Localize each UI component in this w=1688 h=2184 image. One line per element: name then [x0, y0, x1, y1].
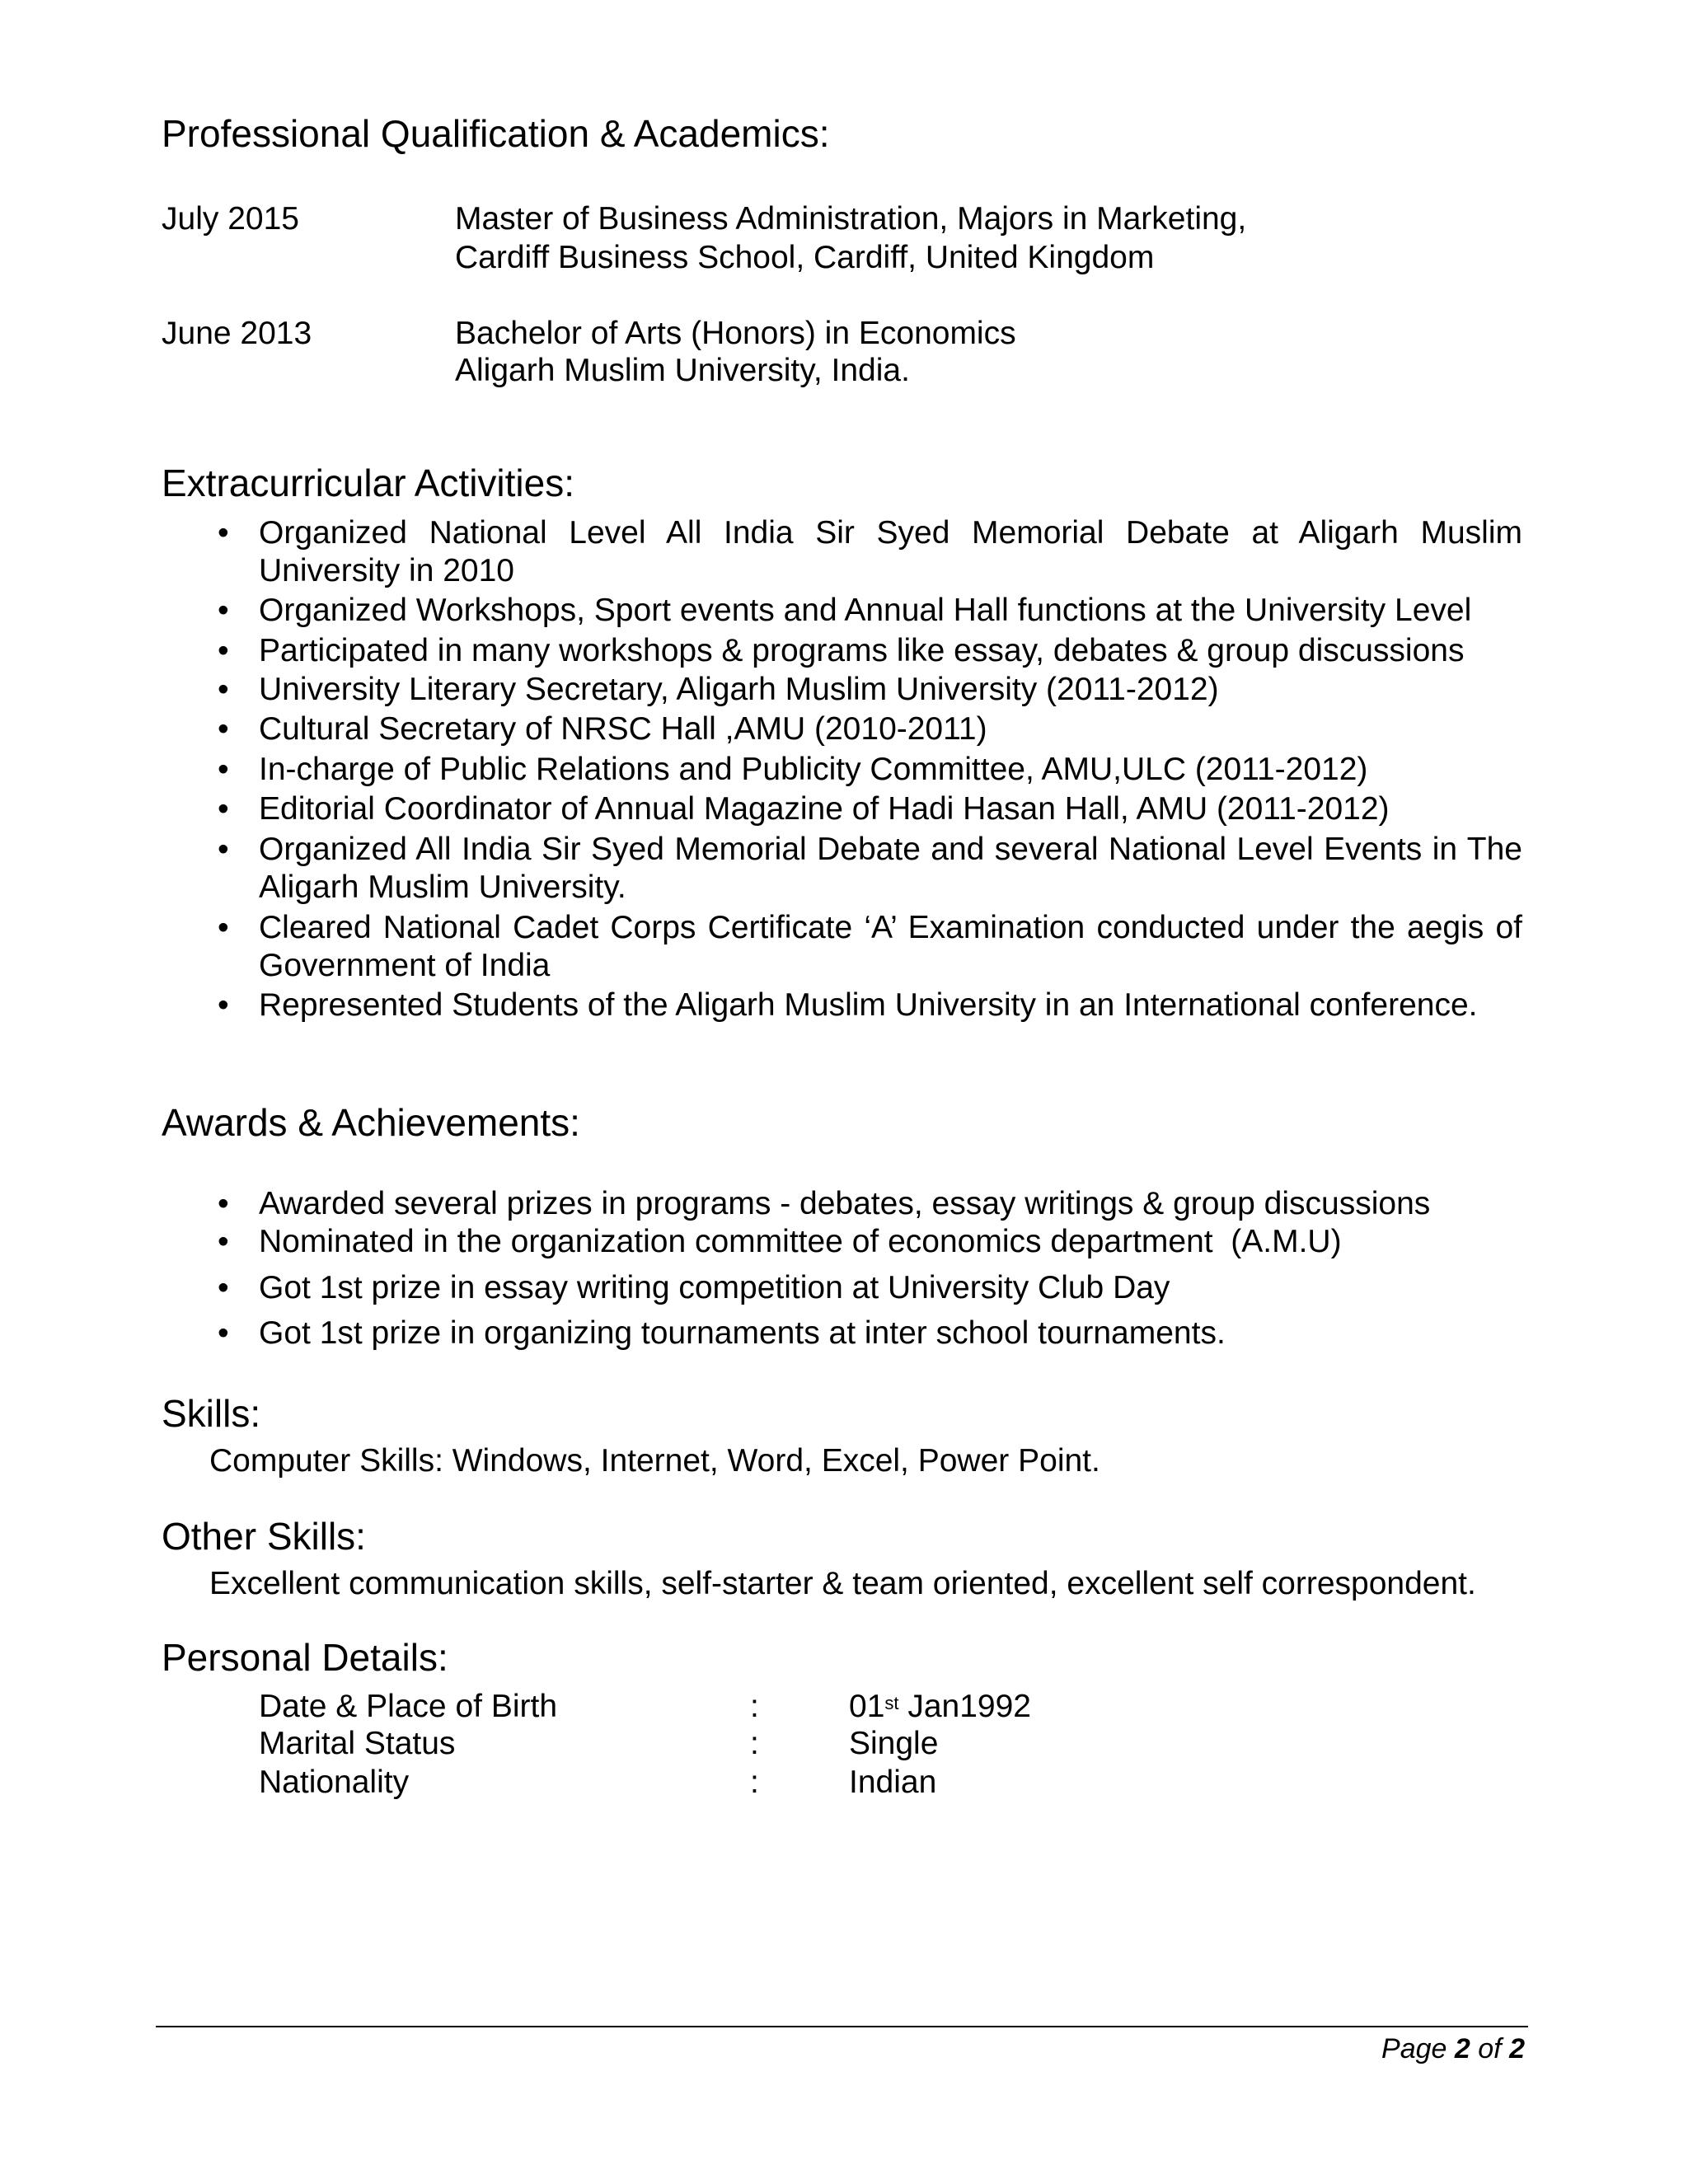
dob-suffix: st: [884, 1693, 899, 1713]
marital-label: Marital Status: [259, 1726, 456, 1761]
personal-details-heading: Personal Details:: [162, 1636, 448, 1679]
page-word: Page: [1381, 2033, 1455, 2064]
list-item: [218, 987, 1522, 1024]
list-item: [218, 592, 1522, 630]
list-item: [218, 671, 1522, 709]
total-pages: 2: [1509, 2033, 1525, 2064]
separator: :: [750, 1765, 759, 1800]
qualification-date: June 2013: [162, 316, 312, 351]
list-item-text: Editorial Coordinator of Annual Magazine of Hadi Hasan Hall, AMU (2011-2012): [259, 791, 1390, 827]
footer-divider: [156, 2026, 1528, 2027]
list-item: [218, 514, 1522, 590]
list-item-text: Cultural Secretary of NRSC Hall ,AMU (2010-2011): [259, 711, 987, 747]
skills-heading: Skills:: [162, 1392, 261, 1435]
dob-label: Date & Place of Birth: [259, 1689, 558, 1724]
list-item-text: University Literary Secretary, Aligarh Muslim University (2011-2012): [259, 672, 1219, 707]
list-item: [218, 831, 1522, 907]
list-item: [218, 751, 1522, 789]
list-item-text: Cleared National Cadet Corps Certificate ‘A’ Examination conducted under the aegis of Government of India: [259, 910, 1522, 983]
list-item-text: Got 1st prize in essay writing competition at University Club Day: [259, 1270, 1170, 1305]
list-item-text: Awarded several prizes in programs - debates, essay writings & group discussions: [259, 1186, 1431, 1221]
list-item-text: Organized All India Sir Syed Memorial Debate and several National Level Events in The Aligarh Muslim University.: [259, 832, 1522, 905]
dob-month-year: Jan1992: [898, 1689, 1031, 1724]
other-skills-heading: Other Skills:: [162, 1515, 366, 1558]
nationality-label: Nationality: [259, 1765, 410, 1800]
bullet-icon: •: [218, 791, 229, 827]
qualification-institution: Cardiff Business School, Cardiff, United Kingdom: [455, 240, 1155, 275]
separator: :: [750, 1689, 759, 1724]
list-item-text: Got 1st prize in organizing tournaments at inter school tournaments.: [259, 1315, 1226, 1351]
list-item-text: Nominated in the organization committee of economics department (A.M.U): [259, 1224, 1342, 1259]
awards-heading: Awards & Achievements:: [162, 1101, 580, 1144]
list-item: [218, 790, 1522, 828]
bullet-icon: •: [218, 832, 229, 867]
bullet-icon: •: [218, 987, 229, 1023]
separator: :: [750, 1726, 759, 1761]
other-skills-text: Excellent communication skills, self-starter & team oriented, excellent self correspondent.: [209, 1566, 1476, 1601]
qualification-institution: Aligarh Muslim University, India.: [455, 353, 910, 388]
dob-value: [849, 1688, 1031, 1726]
qualification-date: July 2015: [162, 201, 299, 237]
bullet-icon: •: [218, 752, 229, 787]
marital-value: Single: [849, 1726, 939, 1761]
current-page: 2: [1454, 2033, 1470, 2064]
bullet-icon: •: [218, 910, 229, 945]
bullet-icon: •: [218, 515, 229, 551]
bullet-icon: •: [218, 672, 229, 707]
list-item-text: Organized Workshops, Sport events and Annual Hall functions at the University Level: [259, 593, 1472, 628]
bullet-icon: •: [218, 633, 229, 668]
list-item-text: Participated in many workshops & programs like essay, debates & group discussions: [259, 633, 1465, 668]
list-item: [218, 1315, 1522, 1352]
qualification-degree: Master of Business Administration, Majors in Marketing,: [455, 201, 1247, 237]
page-number: [1381, 2030, 1525, 2068]
list-item-text: Represented Students of the Aligarh Muslim University in an International conference.: [259, 987, 1478, 1023]
list-item: [218, 1269, 1522, 1307]
list-item-text: In-charge of Public Relations and Publicity Committee, AMU,ULC (2011-2012): [259, 752, 1368, 787]
bullet-icon: •: [218, 711, 229, 747]
list-item: [218, 710, 1522, 748]
nationality-value: Indian: [849, 1765, 937, 1800]
list-item-text: Organized National Level All India Sir Syed Memorial Debate at Aligarh Muslim University in 2010: [259, 515, 1522, 588]
list-item: [218, 1223, 1522, 1261]
bullet-icon: •: [218, 1224, 229, 1259]
of-word: of: [1470, 2033, 1510, 2064]
bullet-icon: •: [218, 1270, 229, 1305]
dob-day: 01: [849, 1689, 885, 1724]
list-item: [218, 632, 1522, 670]
qualification-degree: Bachelor of Arts (Honors) in Economics: [455, 316, 1016, 351]
bullet-icon: •: [218, 1315, 229, 1351]
skills-text: Computer Skills: Windows, Internet, Word, Excel, Power Point.: [209, 1443, 1100, 1479]
bullet-icon: •: [218, 593, 229, 628]
list-item: [218, 909, 1522, 985]
bullet-icon: •: [218, 1186, 229, 1221]
qualifications-heading: Professional Qualification & Academics:: [162, 112, 830, 155]
extracurricular-heading: Extracurricular Activities:: [162, 462, 575, 504]
list-item: [218, 1185, 1522, 1223]
